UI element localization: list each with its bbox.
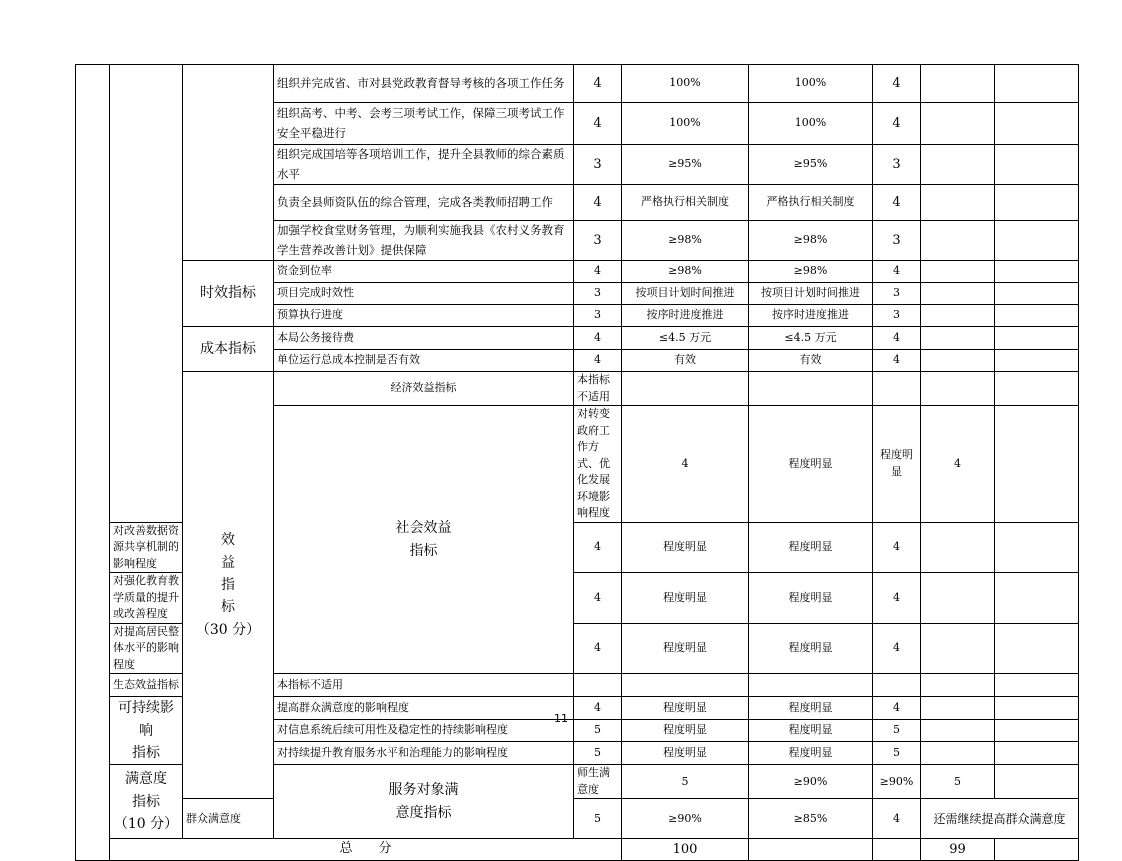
extra-cell <box>995 65 1079 103</box>
target-cell: 程度明显 <box>622 522 749 573</box>
note-cell <box>921 350 995 372</box>
actual-cell: ≤4.5 万元 <box>749 327 873 350</box>
score-cell: 3 <box>873 283 921 305</box>
weight-cell: 3 <box>574 221 622 261</box>
score-cell: 4 <box>873 103 921 145</box>
target-cell: 按项目计划时间推进 <box>622 283 749 305</box>
sustainable-impact-label: 可持续影响 指标 <box>110 697 183 765</box>
weight-cell: 5 <box>574 741 622 764</box>
table-row <box>76 327 1079 350</box>
total-weight: 100 <box>622 839 749 861</box>
indicator-name: 本指标不适用 <box>274 674 574 697</box>
score-cell: 4 <box>873 327 921 350</box>
indicator-name: 项目完成时效性 <box>274 283 574 305</box>
score-cell: 3 <box>873 145 921 185</box>
indicator-name: 提高群众满意度的影响程度 <box>274 697 574 719</box>
indicator-name: 负责全县师资队伍的综合管理，完成各类教师招聘工作 <box>274 185 574 221</box>
extra-cell <box>995 327 1079 350</box>
score-cell: 3 <box>873 221 921 261</box>
target-cell: ≥98% <box>622 261 749 283</box>
score-cell: 4 <box>873 261 921 283</box>
indicator-name: 加强学校食堂财务管理，为顺利实施我县《农村义务教育学生营养改善计划》提供保障 <box>274 221 574 261</box>
extra-cell <box>995 261 1079 283</box>
target-cell: 程度明显 <box>622 719 749 741</box>
extra-cell <box>995 305 1079 327</box>
target-cell: 程度明显 <box>622 741 749 764</box>
table-row <box>76 799 1079 839</box>
indicator-name: 对转变政府工作方式、优化发展环境影响程度 <box>574 406 622 523</box>
indicator-name: 资金到位率 <box>274 261 574 283</box>
weight-cell: 4 <box>574 623 622 674</box>
extra-cell <box>995 741 1079 764</box>
note-cell <box>921 65 995 103</box>
left-margin-cell <box>76 65 110 861</box>
actual-cell: ≥98% <box>749 221 873 261</box>
note-cell <box>921 305 995 327</box>
indicator-name: 本指标不适用 <box>574 372 622 406</box>
target-cell: 严格执行相关制度 <box>622 185 749 221</box>
page-number: 11 <box>554 712 568 725</box>
indicator-name: 组织并完成省、市对县党政教育督导考核的各项工作任务 <box>274 65 574 103</box>
score-cell: 4 <box>873 185 921 221</box>
actual-cell: ≥98% <box>749 261 873 283</box>
indicator-name: 组织完成国培等各项培训工作，提升全县教师的综合素质水平 <box>274 145 574 185</box>
satisfaction-indicator-label: 满意度 指标 （10 分） <box>110 765 183 839</box>
weight-cell: 4 <box>574 327 622 350</box>
extra-cell <box>995 522 1079 573</box>
extra-cell <box>995 623 1079 674</box>
weight-cell: 5 <box>574 799 622 839</box>
target-cell: ≥98% <box>622 221 749 261</box>
score-cell: 5 <box>921 765 995 799</box>
indicator-name: 对提高居民整体水平的影响程度 <box>110 623 183 674</box>
target-cell: 100% <box>622 65 749 103</box>
target-cell: ≥95% <box>622 145 749 185</box>
note-cell <box>921 145 995 185</box>
actual-cell: 程度明显 <box>749 623 873 674</box>
score-cell: 4 <box>873 350 921 372</box>
target-cell: 程度明显 <box>622 623 749 674</box>
indicator-name: 预算执行进度 <box>274 305 574 327</box>
actual-cell: 程度明显 <box>873 406 921 523</box>
total-score: 99 <box>921 839 995 861</box>
indicator-name: 师生满意度 <box>574 765 622 799</box>
target-cell: ≤4.5 万元 <box>622 327 749 350</box>
target-cell: 程度明显 <box>622 573 749 624</box>
extra-cell <box>995 283 1079 305</box>
table-row <box>76 261 1079 283</box>
actual-cell: ≥95% <box>749 145 873 185</box>
actual-cell: 程度明显 <box>749 573 873 624</box>
actual-cell: 按项目计划时间推进 <box>749 283 873 305</box>
weight-cell: 4 <box>574 185 622 221</box>
total-label: 总 分 <box>110 839 622 861</box>
weight-cell: 4 <box>574 522 622 573</box>
extra-cell <box>995 185 1079 221</box>
table-row <box>76 372 1079 406</box>
target-cell: ≥90% <box>749 765 873 799</box>
cost-label: 成本指标 <box>183 327 274 372</box>
weight-cell: 5 <box>574 719 622 741</box>
note-cell <box>995 406 1079 523</box>
actual-cell: 按序时进度推进 <box>749 305 873 327</box>
note-cell <box>921 261 995 283</box>
weight-cell: 4 <box>574 65 622 103</box>
actual-cell: 严格执行相关制度 <box>749 185 873 221</box>
score-cell: 5 <box>873 741 921 764</box>
score-cell: 5 <box>873 719 921 741</box>
extra-cell <box>995 221 1079 261</box>
score-cell: 4 <box>873 623 921 674</box>
target-cell: 有效 <box>622 350 749 372</box>
score-cell: 4 <box>873 65 921 103</box>
indicator-name: 对强化教育教学质量的提升或改善程度 <box>110 573 183 624</box>
performance-table <box>75 64 1079 861</box>
extra-cell <box>995 350 1079 372</box>
note-cell <box>921 283 995 305</box>
weight-cell: 5 <box>622 765 749 799</box>
weight-cell: 3 <box>574 305 622 327</box>
benefit-indicator-label: 效 益 指 标 （30 分） <box>183 372 274 799</box>
target-cell: 100% <box>622 103 749 145</box>
actual-cell: ≥90% <box>873 765 921 799</box>
total-row <box>76 839 1079 861</box>
note-cell <box>995 765 1079 799</box>
weight-cell: 4 <box>574 103 622 145</box>
score-cell: 4 <box>921 406 995 523</box>
target-cell: 按序时进度推进 <box>622 305 749 327</box>
indicator-name: 群众满意度 <box>183 799 274 839</box>
score-cell: 3 <box>873 305 921 327</box>
economic-benefit-label: 经济效益指标 <box>274 372 574 406</box>
actual-cell: 程度明显 <box>749 697 873 719</box>
timeliness-label: 时效指标 <box>183 261 274 327</box>
extra-cell <box>995 145 1079 185</box>
score-cell: 4 <box>873 697 921 719</box>
actual-cell: 程度明显 <box>749 719 873 741</box>
note-cell <box>921 221 995 261</box>
ecological-benefit-label: 生态效益指标 <box>110 674 183 697</box>
note-cell <box>921 573 995 624</box>
note-cell <box>921 522 995 573</box>
score-cell: 4 <box>873 573 921 624</box>
actual-cell: 程度明显 <box>749 741 873 764</box>
score-cell: 4 <box>873 799 921 839</box>
target-cell: 程度明显 <box>622 697 749 719</box>
note-cell: 还需继续提高群众满意度 <box>921 799 1079 839</box>
extra-cell <box>995 103 1079 145</box>
actual-cell: 有效 <box>749 350 873 372</box>
note-cell <box>921 327 995 350</box>
weight-cell: 4 <box>574 573 622 624</box>
note-cell <box>921 103 995 145</box>
extra-cell <box>995 573 1079 624</box>
social-benefit-label: 社会效益 指标 <box>274 406 574 674</box>
note-cell <box>921 741 995 764</box>
weight-cell: 4 <box>574 350 622 372</box>
actual-cell: 程度明显 <box>749 522 873 573</box>
note-cell <box>921 623 995 674</box>
weight-cell: 3 <box>574 145 622 185</box>
actual-cell: 100% <box>749 65 873 103</box>
weight-cell: 4 <box>574 261 622 283</box>
actual-cell: 100% <box>749 103 873 145</box>
indicator-name: 对持续提升教育服务水平和治理能力的影响程度 <box>274 741 574 764</box>
indicator-name: 单位运行总成本控制是否有效 <box>274 350 574 372</box>
service-satisfaction-label: 服务对象满 意度指标 <box>274 765 574 839</box>
weight-cell: 3 <box>574 283 622 305</box>
score-cell: 4 <box>873 522 921 573</box>
weight-cell: 4 <box>622 406 749 523</box>
weight-cell: 4 <box>574 697 622 719</box>
quantity-indicator-cell <box>183 65 274 261</box>
target-cell: 程度明显 <box>749 406 873 523</box>
table-row <box>76 65 1079 103</box>
indicator-name: 对信息系统后续可用性及稳定性的持续影响程度 <box>274 719 574 741</box>
output-indicator-cell <box>110 65 183 523</box>
indicator-name: 本局公务接待费 <box>274 327 574 350</box>
actual-cell: ≥85% <box>749 799 873 839</box>
indicator-name: 对改善数据资源共享机制的影响程度 <box>110 522 183 573</box>
note-cell <box>921 185 995 221</box>
indicator-name: 组织高考、中考、会考三项考试工作，保障三项考试工作安全平稳进行 <box>274 103 574 145</box>
target-cell: ≥90% <box>622 799 749 839</box>
